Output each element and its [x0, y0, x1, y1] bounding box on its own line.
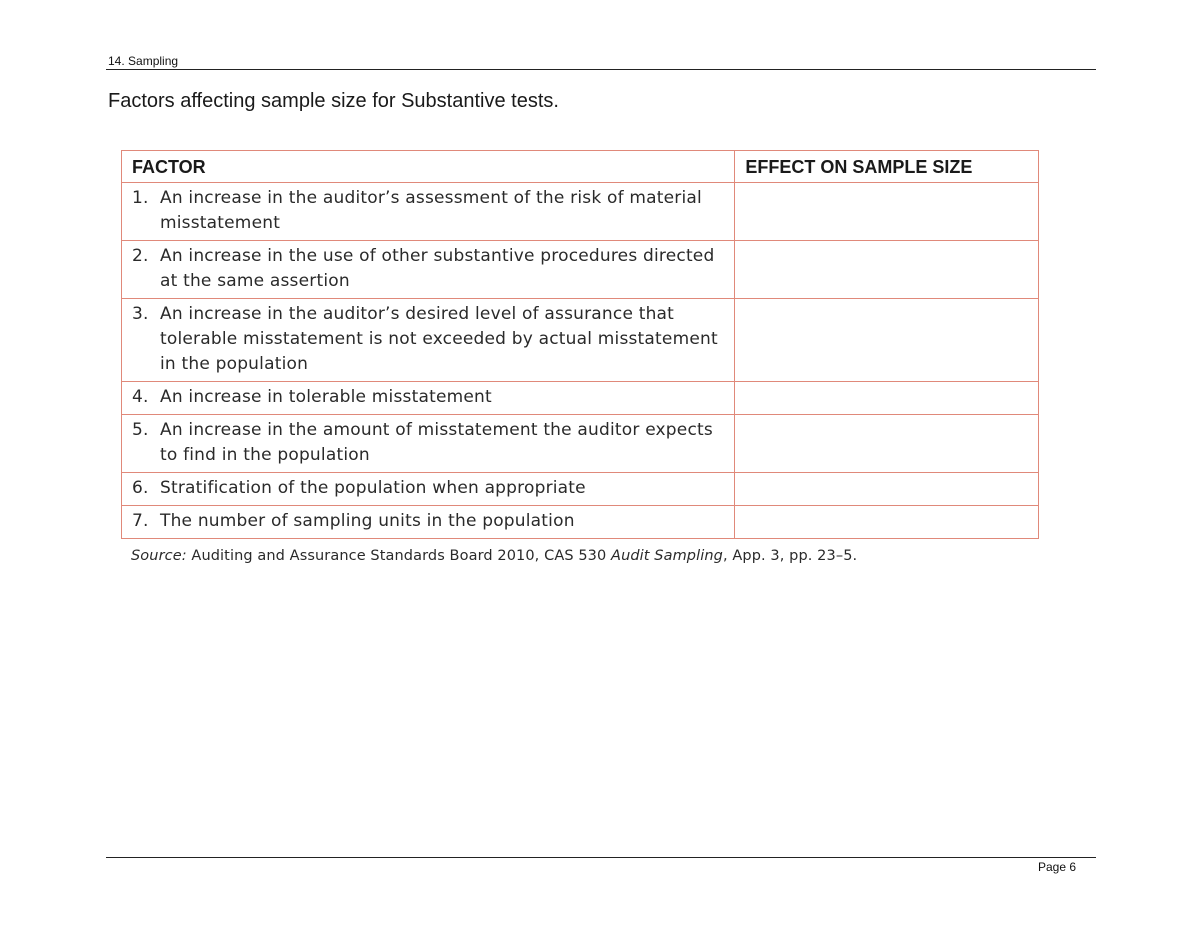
table-row	[122, 299, 1039, 382]
factor-text: An increase in the use of other substantive procedures directed at the same assertion	[160, 246, 715, 291]
effect-cell	[735, 241, 1039, 299]
factor-cell	[122, 473, 735, 506]
factor-cell	[122, 241, 735, 299]
factor-number: 2.	[132, 246, 149, 266]
factor-number: 7.	[132, 511, 149, 531]
effect-cell	[735, 299, 1039, 382]
source-pages: , App. 3, pp. 23–5.	[722, 548, 858, 564]
factor-cell	[122, 506, 735, 539]
factor-number: 4.	[132, 387, 149, 407]
factor-text: An increase in the amount of misstatement the auditor expects to find in the population	[160, 420, 713, 465]
effect-cell	[735, 382, 1039, 415]
factor-number: 1.	[132, 188, 149, 208]
table-row	[122, 183, 1039, 241]
page-title: Factors affecting sample size for Substantive tests.	[108, 90, 559, 112]
factor-text: Stratification of the population when appropriate	[160, 478, 586, 498]
factor-number: 5.	[132, 420, 149, 440]
factor-text: An increase in the auditor’s assessment of the risk of material misstatement	[160, 188, 702, 233]
effect-cell	[735, 183, 1039, 241]
factor-cell	[122, 382, 735, 415]
table-row	[122, 415, 1039, 473]
source-body: Auditing and Assurance Standards Board 2010, CAS 530	[186, 548, 612, 564]
factor-text: The number of sampling units in the population	[160, 511, 575, 531]
page-number: Page 6	[1038, 860, 1077, 874]
factor-number: 6.	[132, 478, 149, 498]
source-citation	[131, 548, 857, 564]
source-prefix: Source:	[131, 548, 187, 564]
factor-number: 3.	[132, 304, 149, 324]
column-header-factor: FACTOR	[122, 151, 735, 183]
factor-table	[121, 150, 1039, 539]
factor-text: An increase in the auditor’s desired level of assurance that tolerable misstatement is not exceeded by actual misstatement in the population	[160, 304, 718, 374]
factor-text: An increase in tolerable misstatement	[160, 387, 492, 407]
effect-cell	[735, 415, 1039, 473]
factor-cell	[122, 415, 735, 473]
table-row	[122, 506, 1039, 539]
table-row	[122, 473, 1039, 506]
section-label: 14. Sampling	[108, 54, 179, 68]
factor-cell	[122, 183, 735, 241]
effect-cell	[735, 506, 1039, 539]
table-row	[122, 382, 1039, 415]
column-header-effect: EFFECT ON SAMPLE SIZE	[735, 151, 1039, 183]
header-divider	[106, 69, 1096, 70]
factor-cell	[122, 299, 735, 382]
source-title: Audit Sampling	[611, 548, 723, 564]
table-row	[122, 241, 1039, 299]
footer-divider	[106, 857, 1096, 858]
effect-cell	[735, 473, 1039, 506]
table-header-row	[122, 151, 1039, 183]
